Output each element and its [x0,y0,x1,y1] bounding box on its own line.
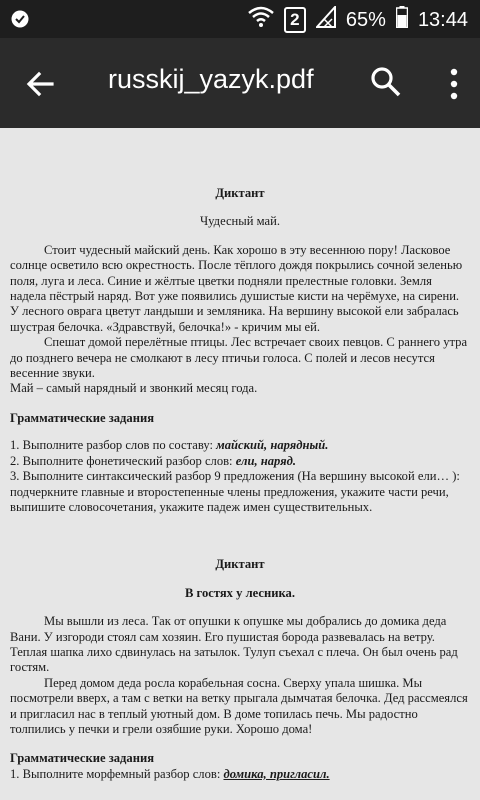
task-text: 1. Выполните морфемный разбор слов: [10,766,224,781]
wifi-icon [248,6,274,34]
dictation-1-task-2 [10,454,470,469]
dictation-1-task-1 [10,438,470,453]
task-text: 2. Выполните фонетический разбор слов: [10,453,236,468]
dictation-1-task-3: 3. Выполните синтаксический разбор 9 предложения (На вершину высокой ели… ): подчеркните главные и второстепенные члены предложения, укажите части речи, выпишите словосочетания, укажите падеж имен существительных. [10,469,460,514]
pdf-page [0,128,480,782]
dictation-1-paragraph: Спешат домой перелётные птицы. Лес встречает своих певцов. С раннего утра до позднего вечера не смолкают в лесу птичьи голоса. С полей и лесов несутся весенние звуки. [10,335,468,381]
clock: 13:44 [417,8,468,31]
dictation-2-paragraph: Мы вышли из леса. Так от опушки к опушке мы добрались до домика деда Вани. У изгороди стоял сам хозяин. Его пушистая борода развевалась на ветру. Теплая шапка лихо сдвинулась на затылок. Тулуп съехал с плеча. Он был очень рад гостям. [10,614,458,675]
battery-percent: 65% [345,8,386,31]
app-notification-icon [10,9,30,34]
search-icon[interactable] [368,64,404,100]
document-title: russkij_yazyk.pdf [108,64,314,94]
battery-icon [396,6,408,34]
more-vertical-icon[interactable] [444,64,464,104]
status-bar [0,0,480,38]
pdf-viewport[interactable] [0,128,480,800]
dictation-2-subtitle: В гостях у лесника. [185,585,295,600]
dictation-2-tasks-title: Грамматические задания [10,751,155,766]
task-text: 1. Выполните разбор слов по составу: [10,438,217,453]
dictation-1-tasks-title: Грамматические задания [10,410,155,425]
dictation-2-paragraph: Перед домом деда росла корабельная сосна. Сверху упала шишка. Мы посмотрели вверх, а там с ветки на ветку прыгала дымчатая белочка. Дед рассмеялся и пригласил нас в теплый уютный дом. В доме топилась печь. Мы радостно толпились у печки и грели озябшие руки. Хорошо дома! [10,675,468,736]
task-words: майский, нарядный. [216,438,329,453]
dictation-2-title: Диктант [215,557,265,572]
task-words: ели, наряд. [235,453,297,468]
task-words: домика, пригласил. [223,766,330,781]
app-bar [0,38,480,128]
dictation-1-subtitle: Чудесный май. [199,214,281,229]
dictation-1-title: Диктант [215,186,265,200]
dictation-1-paragraph: Стоит чудесный майский день. Как хорошо в эту весеннюю пору! Ласковое солнце осветило всю окрестность. После тёплого дождя покрылись сочной зеленью поля, луга и леса. Синие и жёлтые цветки подняли прелестные головки. Земля надела пёстрый наряд. Вот уже появились душистые кисти на черёмухе, на сирени. У лесного оврага цветут ландыши и земляника. На вершину высокой ели забралась шустрая белочка. «Здравствуй, белочка!» - кричим мы ей. [10,242,463,334]
dictation-2-task-1 [10,767,470,782]
sim-2-icon: 2 [284,7,306,33]
back-arrow-icon[interactable] [22,66,58,102]
dictation-1-paragraph: Май – самый нарядный и звонкий месяц года. [10,381,258,396]
no-signal-icon [316,6,336,34]
